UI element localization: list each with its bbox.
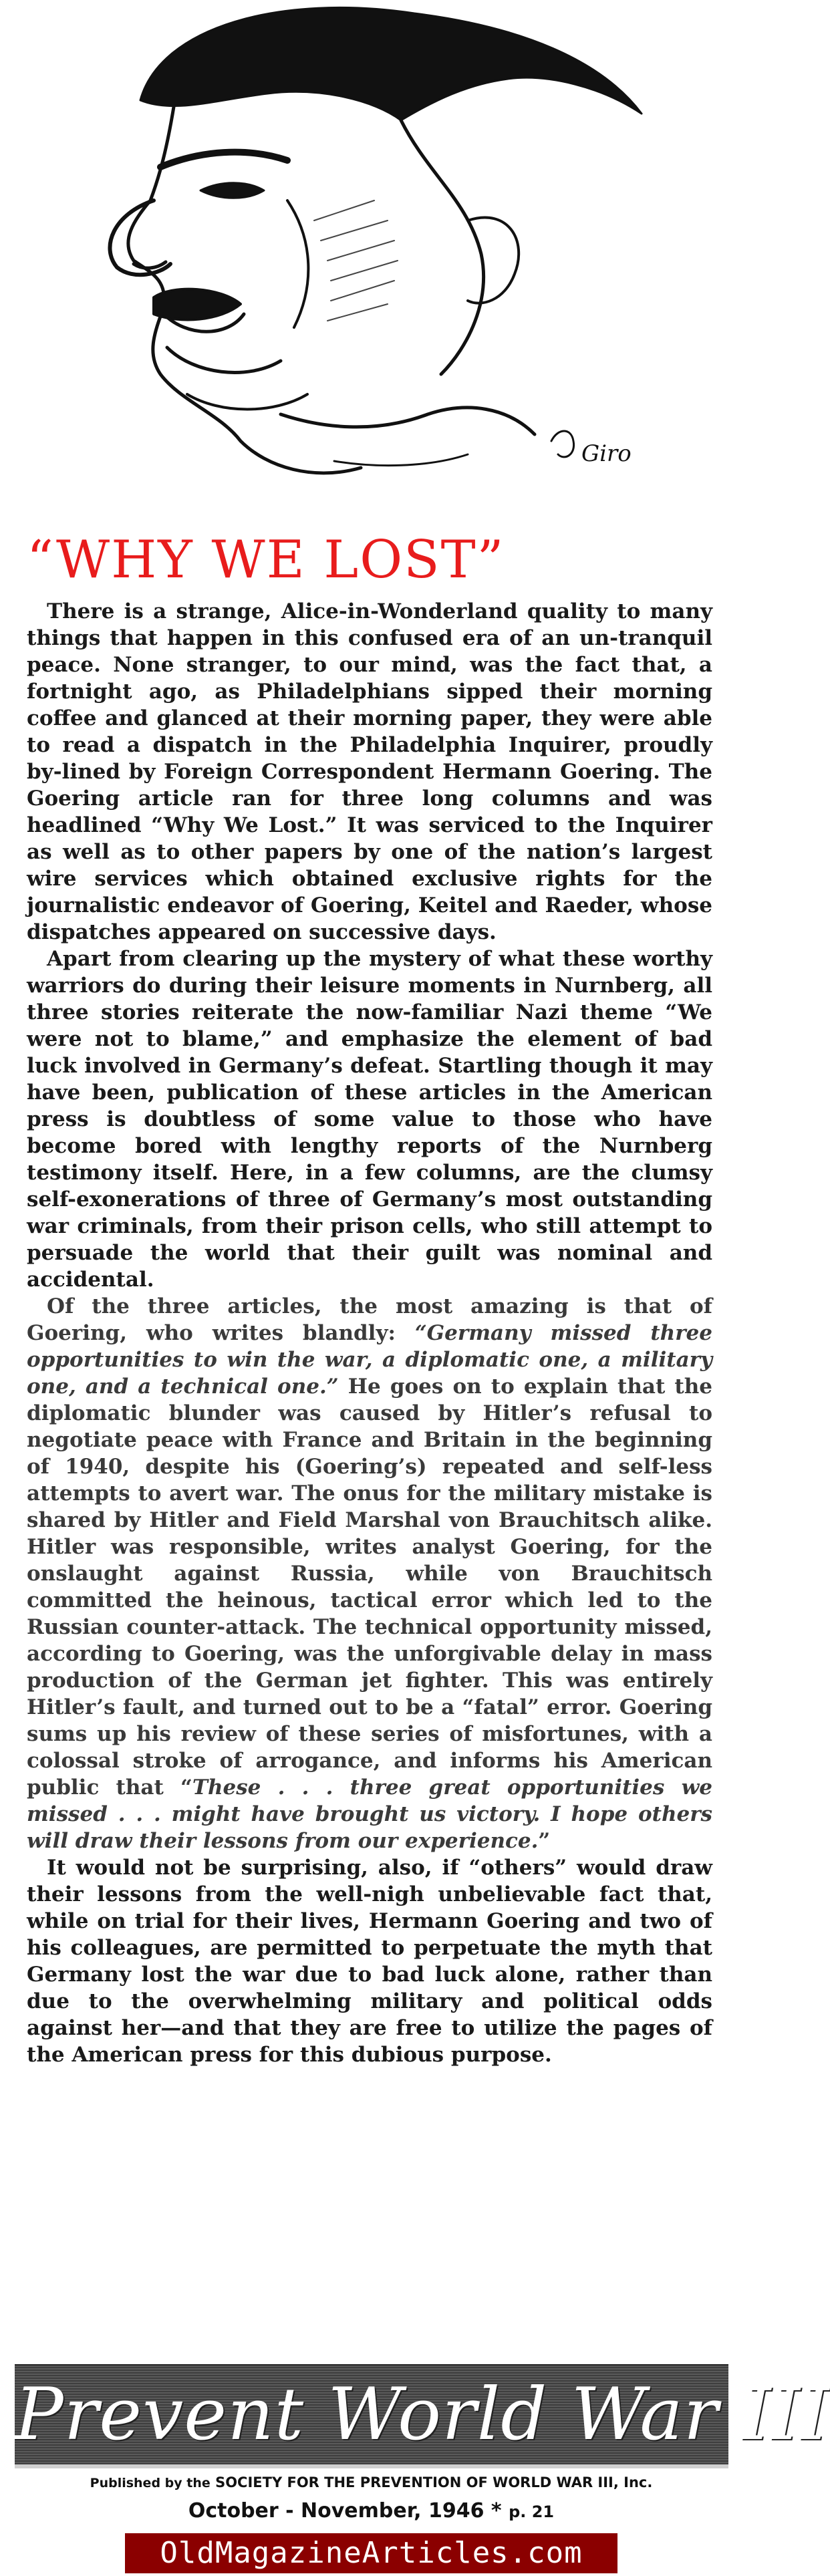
masthead-title: Prevent World War III xyxy=(15,2373,830,2456)
masthead-banner xyxy=(15,2366,830,2464)
issue-date-line xyxy=(0,2498,742,2525)
caricature-eye xyxy=(200,183,264,198)
publisher-prefix: Published by the xyxy=(90,2476,211,2490)
caricature-ear xyxy=(401,120,484,374)
site-footer xyxy=(0,2530,742,2576)
artist-signature: Giro xyxy=(581,440,632,467)
caricature-collar xyxy=(281,408,535,434)
site-name-link[interactable]: OldMagazineArticles.com xyxy=(125,2533,617,2573)
article-paragraph-4 xyxy=(27,1854,712,2068)
issue-page: p. 21 xyxy=(509,2502,555,2521)
article-text-run: Of the three articles, the most amazing is that of Goering, who writes blandly: xyxy=(27,1294,712,1345)
article-paragraph-1 xyxy=(27,598,712,946)
caricature-hair xyxy=(140,7,642,120)
article-paragraph-3 xyxy=(27,1293,712,1854)
goering-caricature-illustration xyxy=(0,0,742,528)
caricature-brow xyxy=(160,152,287,167)
publisher-line xyxy=(0,2473,742,2492)
article-text-run: ” xyxy=(538,1829,551,1853)
issue-separator: * xyxy=(491,2499,502,2523)
article-text-run: There is a strange, Alice-in-Wonderland quality to many things that happen in this confused era of an un-tranquil peace. None stranger, to our mind, was the fact that, a fortnight ago, as Philadelphians sipped their morning coffee and glanced at their morning paper, they were able to read a dispatch in the Philadelphia Inquirer, proudly by-lined by Foreign Correspondent Hermann Goering. The Goering article ran for three long columns and was headlined “Why We Lost.” It was serviced to the Inquirer as well as to other papers by one of the nation’s largest wire services which obtained exclusive rights for the journalistic endeavor of Goering, Keitel and Raeder, whose dispatches appeared on successive days. xyxy=(27,599,712,944)
article-quote-italic: These . . . three great opportunities we missed . . . might have brought us victory. I hope others will draw their lessons from our experience. xyxy=(27,1775,712,1853)
article-paragraph-2 xyxy=(27,946,712,1293)
issue-date: October - November, 1946 xyxy=(188,2499,485,2523)
caricature-drawing xyxy=(0,0,742,528)
article-text-run: Apart from clearing up the mystery of what these worthy warriors do during their leisure moments in Nurnberg, all three stories reiterate the now-familiar Nazi theme “We were not to blame,” and emphasize the element of bad luck involved in Germany’s defeat. Startling though it may have been, publication of these articles in the American press is doubtless of some value to those who have become bored with lengthy reports of the Nurnberg testimony itself. Here, in a few columns, are the clumsy self-exonerations of three of Germany’s most outstanding war criminals, from their prison cells, who still attempt to persuade the world that their guilt was nominal and accidental. xyxy=(27,947,712,1292)
publisher-name: SOCIETY FOR THE PREVENTION OF WORLD WAR III, Inc. xyxy=(215,2474,653,2490)
article-text-run: He goes on to explain that the diplomatic blunder was caused by Hitler’s refusal to negotiate peace with France and Britain in the beginning of 1940, despite his (Goering’s) repeated and self-less attempts to avert war. The onus for the military mistake is shared by Hitler and Field Marshal von Brauchitsch alike. Hitler was responsible, writes analyst Goering, for the onslaught against Russia, while von Brauchitsch committed the heinous, tactical error which led to the Russian counter-attack. The technical opportunity missed, according to Goering, was the unforgivable delay in mass production of the German jet fighter. This was entirely Hitler’s fault, and turned out to be a “fatal” error. Goering sums up his review of these series of misfortunes, with a colossal stroke of arrogance, and informs his American public that “ xyxy=(27,1375,712,1800)
caricature-face-outline xyxy=(128,107,361,473)
article-quote-italic: “Germany missed three opportunities to win the war, a diplomatic one, a military one, and a technical one.” xyxy=(27,1321,712,1399)
article-headline: “WHY WE LOST” xyxy=(27,530,505,590)
article-body xyxy=(27,598,712,2342)
article-text-run: It would not be surprising, also, if “others” would draw their lessons from the well-nigh unbelievable fact that, while on trial for their lives, Hermann Goering and two of his colleagues, are permitted to perpetuate the myth that Germany lost the war due to bad luck alone, rather than due to the overwhelming military and political odds against her—and that they are free to utilize the pages of the American press for this dubious purpose. xyxy=(27,1856,712,2067)
caricature-chin xyxy=(167,347,281,372)
